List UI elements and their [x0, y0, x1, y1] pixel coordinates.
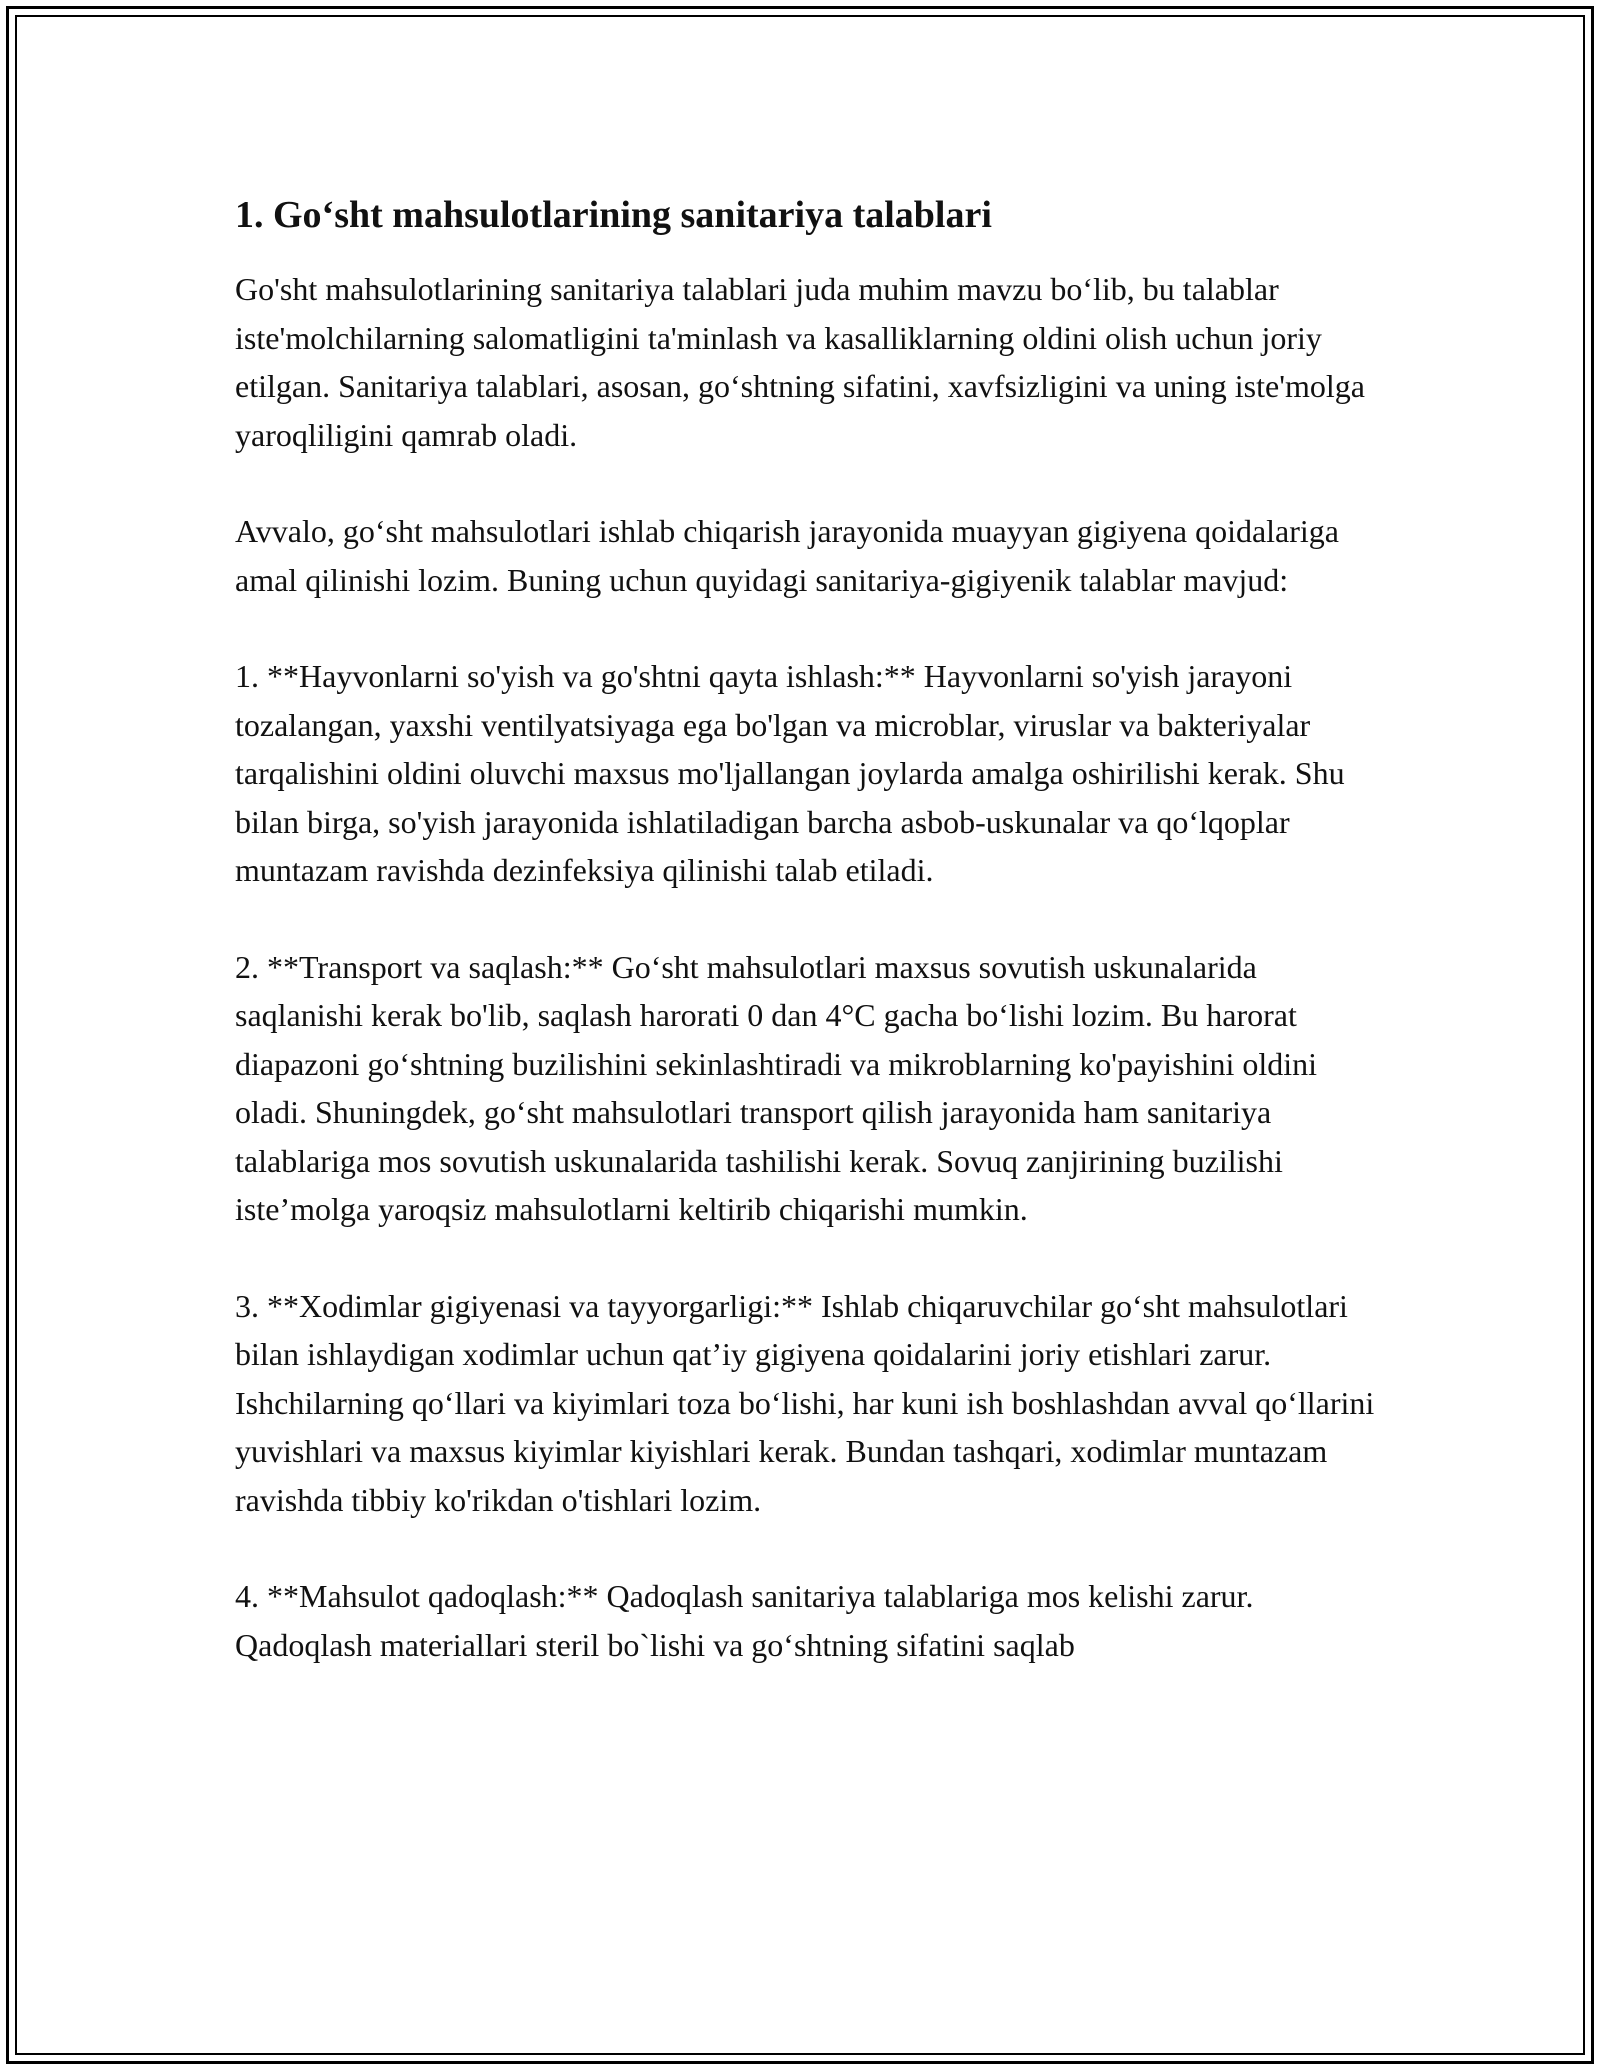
paragraph-item-3-staff-hygiene: 3. **Xodimlar gigiyenasi va tayyorgarligi:** Ishlab chiqaruvchilar go‘sht mahsulotlari bilan ishlaydigan xodimlar uchun qat’iy gigiyena qoidalarini joriy etishlari zarur. Ishchilarning qo‘llari va kiyimlari toza bo‘lishi, har kuni ish boshlashdan avval qo‘llarini yuvishlari va maxsus kiyimlar kiyishlari kerak. Bundan tashqari, xodimlar muntazam ravishda tibbiy ko'rikdan o'tishlari lozim. [235, 1287, 1375, 1518]
document-title: 1. Go‘sht mahsulotlarining sanitariya talablari [235, 194, 992, 236]
paragraph-intro: Go'sht mahsulotlarining sanitariya talablari juda muhim mavzu bo‘lib, bu talablar iste'molchilarning salomatligini ta'minlash va kasalliklarning oldini olish uchun joriy etilgan. Sanitariya talablari, asosan, go‘shtning sifatini, xavfsizligini va uning iste'molga yaroqliligini qamrab oladi. [235, 271, 1365, 453]
paragraph-item-2-transport: 2. **Transport va saqlash:** Go‘sht mahsulotlari maxsus sovutish uskunalarida saqlanishi kerak bo'lib, saqlash harorati 0 dan 4°C gacha bo‘lishi lozim. Bu harorat diapazoni go‘shtning buzilishini sekinlashtiradi va mikroblarning ko'payishini oldini oladi. Shuningdek, go‘sht mahsulotlari transport qilish jarayonida ham sanitariya talablariga mos sovutish uskunalarida tashilishi kerak. Sovuq zanjirining buzilishi iste’molga yaroqsiz mahsulotlarni keltirib chiqarishi mumkin. [235, 948, 1318, 1227]
paragraph-item-1-slaughter: 1. **Hayvonlarni so'yish va go'shtni qayta ishlash:** Hayvonlarni so'yish jarayoni tozalangan, yaxshi ventilyatsiyaga ega bo'lgan va microblar, viruslar va bakteriyalar tarqalishini oldini oluvchi maxsus mo'ljallangan joylarda amalga oshirilishi kerak. Shu bilan birga, so'yish jarayonida ishlatiladigan barcha asbob-uskunalar va qo‘lqoplar muntazam ravishda dezinfeksiya qilinishi talab etiladi. [235, 658, 1345, 888]
paragraph-item-4-packaging: 4. **Mahsulot qadoqlash:** Qadoqlash sanitariya talablariga mos kelishi zarur. Qadoqlash materiallari steril bo`lishi va go‘shtning sifatini saqlab [235, 1578, 1254, 1663]
paragraph-requirements-intro: Avvalo, go‘sht mahsulotlari ishlab chiqarish jarayonida muayyan gigiyena qoidalariga amal qilinishi lozim. Buning uchun quyidagi sanitariya-gigiyenik talablar mavjud: [235, 513, 1339, 598]
document-body [235, 185, 1375, 1717]
